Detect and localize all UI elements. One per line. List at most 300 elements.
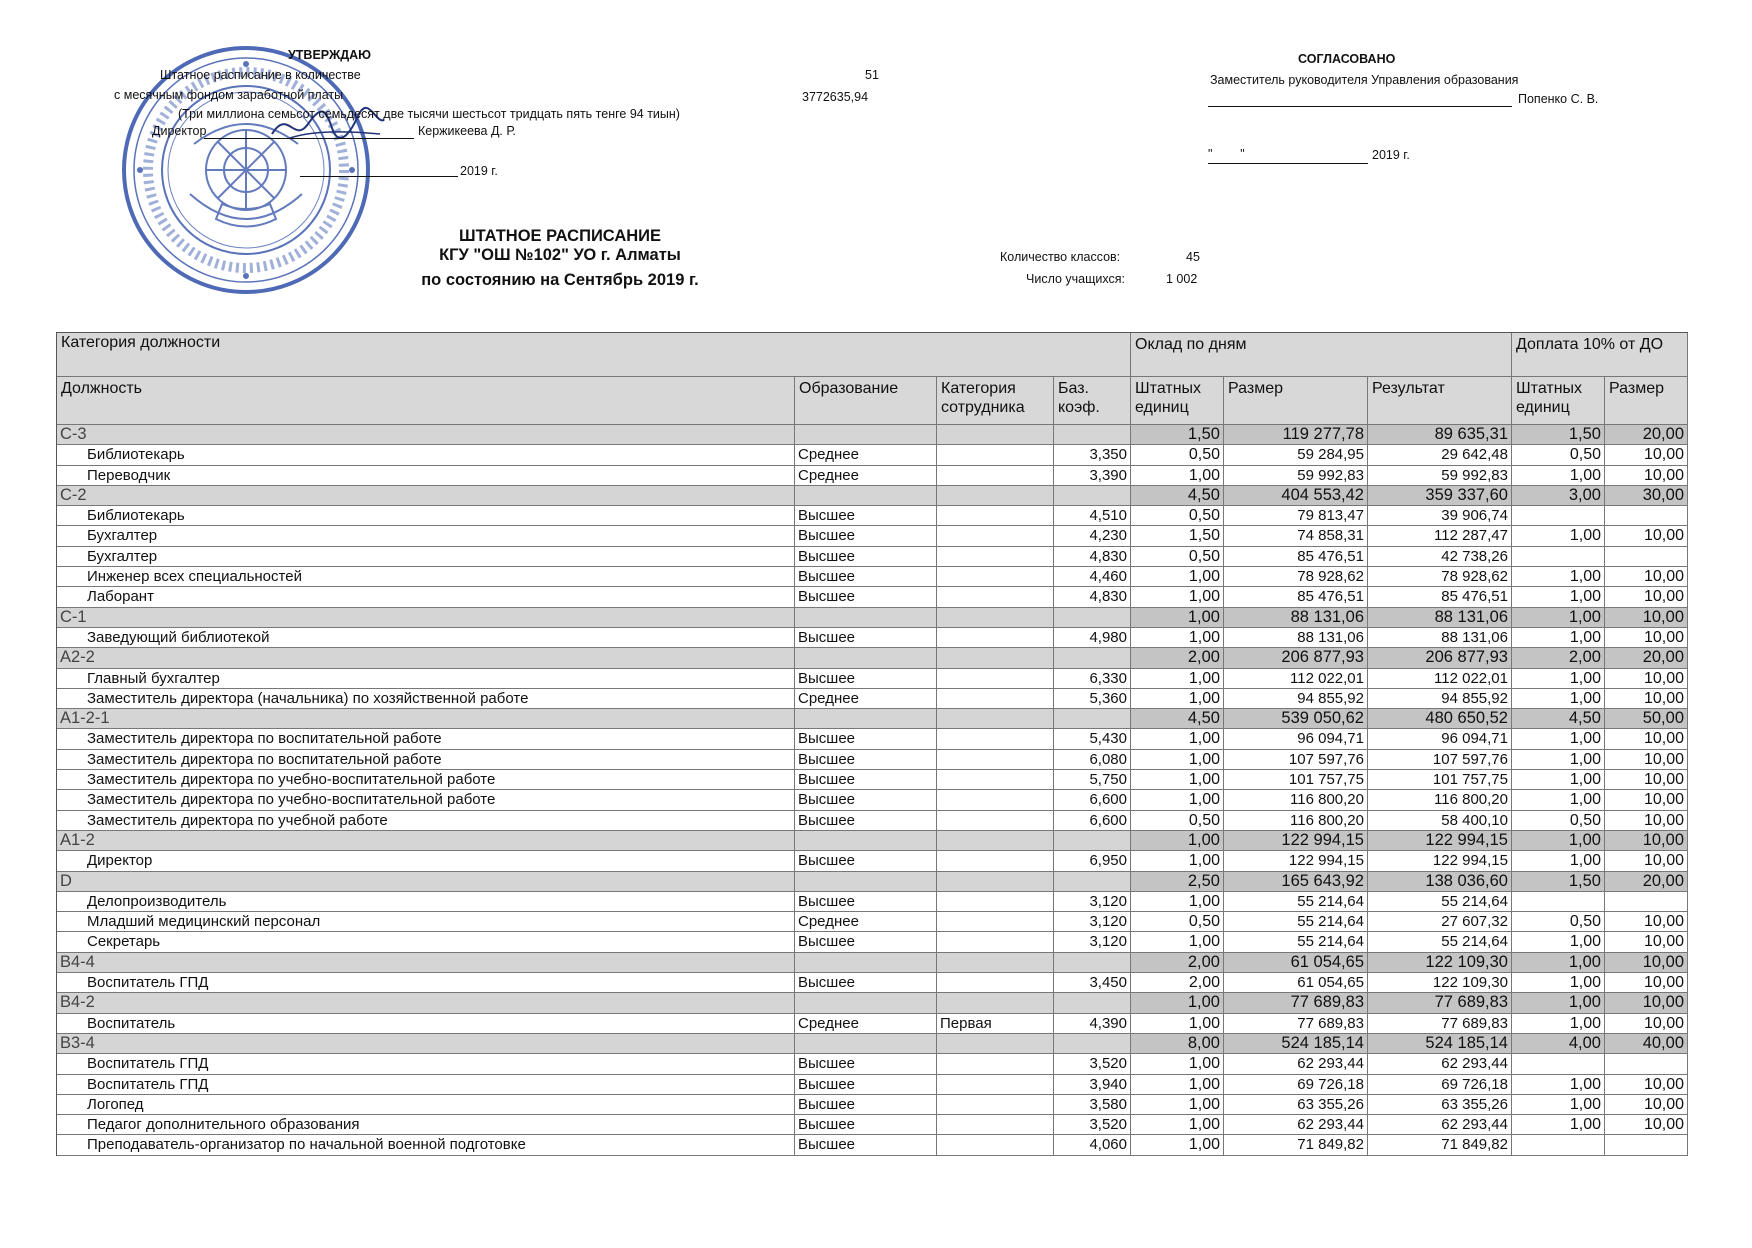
cell-staff-units-2: 1,00	[1512, 750, 1605, 770]
cell-result: 101 757,75	[1368, 770, 1512, 790]
cell-size: 119 277,78	[1224, 425, 1368, 445]
cell-size: 116 800,20	[1224, 790, 1368, 810]
cell-staff-units-2: 1,00	[1512, 669, 1605, 689]
header-employee-category: Категория сотрудника	[937, 377, 1054, 425]
cell-employee-category	[937, 831, 1054, 851]
cell-base-coef: 5,360	[1054, 689, 1131, 709]
table-body	[57, 425, 1688, 1156]
cell-staff-units-2: 1,00	[1512, 973, 1605, 993]
cell-education	[795, 953, 937, 973]
table-row	[57, 932, 1688, 952]
table-row	[57, 466, 1688, 486]
cell-base-coef: 4,460	[1054, 567, 1131, 587]
cell-employee-category	[937, 466, 1054, 486]
cell-education: Среднее	[795, 445, 937, 465]
cell-education: Высшее	[795, 1054, 937, 1074]
cell-base-coef: 4,510	[1054, 506, 1131, 526]
header-position: Должность	[57, 377, 795, 425]
cell-education: Высшее	[795, 750, 937, 770]
cell-size-2: 20,00	[1605, 648, 1688, 668]
agree-signature-line	[1208, 106, 1512, 107]
cell-employee-category	[937, 750, 1054, 770]
cell-staff-units-2: 1,00	[1512, 587, 1605, 607]
cell-size-2	[1605, 547, 1688, 567]
cell-position: D	[57, 872, 795, 892]
cell-staff-units-2: 1,00	[1512, 567, 1605, 587]
cell-position: Делопроизводитель	[57, 892, 795, 912]
cell-base-coef: 3,390	[1054, 466, 1131, 486]
header-education: Образование	[795, 377, 937, 425]
cell-size-2: 10,00	[1605, 770, 1688, 790]
cell-size-2: 40,00	[1605, 1034, 1688, 1054]
cell-base-coef: 5,750	[1054, 770, 1131, 790]
cell-base-coef	[1054, 709, 1131, 729]
cell-employee-category	[937, 729, 1054, 749]
cell-position: Заместитель директора по учебной работе	[57, 811, 795, 831]
cell-result: 480 650,52	[1368, 709, 1512, 729]
cell-size-2: 10,00	[1605, 993, 1688, 1013]
cell-size: 404 553,42	[1224, 486, 1368, 506]
cell-size-2: 10,00	[1605, 932, 1688, 952]
cell-employee-category	[937, 506, 1054, 526]
cell-size: 55 214,64	[1224, 932, 1368, 952]
cell-staff-units: 0,50	[1131, 811, 1224, 831]
cell-size: 88 131,06	[1224, 628, 1368, 648]
cell-staff-units: 1,00	[1131, 750, 1224, 770]
agree-date-quote: " "	[1208, 147, 1245, 161]
table-row	[57, 567, 1688, 587]
cell-position: В3-4	[57, 1034, 795, 1054]
cell-result: 62 293,44	[1368, 1115, 1512, 1135]
header-category: Категория должности	[57, 333, 1131, 377]
cell-size: 101 757,75	[1224, 770, 1368, 790]
cell-education: Среднее	[795, 912, 937, 932]
cell-result: 77 689,83	[1368, 993, 1512, 1013]
cell-employee-category: Первая	[937, 1014, 1054, 1034]
table-row	[57, 750, 1688, 770]
cell-staff-units: 1,00	[1131, 1115, 1224, 1135]
cell-staff-units: 1,00	[1131, 689, 1224, 709]
cell-staff-units-2: 1,00	[1512, 526, 1605, 546]
header-base-coef: Баз. коэф.	[1054, 377, 1131, 425]
cell-size: 77 689,83	[1224, 993, 1368, 1013]
approve-date-line	[300, 176, 458, 177]
table-row	[57, 1095, 1688, 1115]
cell-size-2: 10,00	[1605, 851, 1688, 871]
cell-staff-units: 1,00	[1131, 892, 1224, 912]
cell-position: В4-4	[57, 953, 795, 973]
cell-size-2: 10,00	[1605, 689, 1688, 709]
cell-education: Высшее	[795, 669, 937, 689]
cell-staff-units-2: 1,00	[1512, 932, 1605, 952]
table-row	[57, 628, 1688, 648]
category-group-row	[57, 709, 1688, 729]
table-header-columns	[57, 377, 1688, 425]
cell-size-2: 10,00	[1605, 608, 1688, 628]
cell-size-2: 10,00	[1605, 912, 1688, 932]
cell-position: Библиотекарь	[57, 506, 795, 526]
cell-employee-category	[937, 1034, 1054, 1054]
cell-size: 55 214,64	[1224, 892, 1368, 912]
document-title: ШТАТНОЕ РАСПИСАНИЕ	[458, 227, 662, 245]
agree-title: СОГЛАСОВАНО	[1298, 52, 1396, 66]
cell-base-coef	[1054, 993, 1131, 1013]
cell-staff-units: 0,50	[1131, 445, 1224, 465]
cell-result: 122 994,15	[1368, 831, 1512, 851]
table-row	[57, 1075, 1688, 1095]
cell-size: 55 214,64	[1224, 912, 1368, 932]
cell-result: 63 355,26	[1368, 1095, 1512, 1115]
cell-staff-units: 2,00	[1131, 973, 1224, 993]
director-signature-line	[204, 138, 414, 139]
cell-employee-category	[937, 648, 1054, 668]
cell-staff-units: 0,50	[1131, 547, 1224, 567]
cell-base-coef: 3,940	[1054, 1075, 1131, 1095]
cell-staff-units: 1,00	[1131, 851, 1224, 871]
cell-size: 122 994,15	[1224, 831, 1368, 851]
cell-staff-units: 4,50	[1131, 486, 1224, 506]
cell-employee-category	[937, 608, 1054, 628]
cell-education	[795, 486, 937, 506]
cell-size-2: 10,00	[1605, 1115, 1688, 1135]
cell-position: Заведующий библиотекой	[57, 628, 795, 648]
cell-size: 74 858,31	[1224, 526, 1368, 546]
cell-size: 63 355,26	[1224, 1095, 1368, 1115]
cell-staff-units-2: 1,00	[1512, 628, 1605, 648]
category-group-row	[57, 953, 1688, 973]
header-oklad: Оклад по дням	[1131, 333, 1512, 377]
cell-result: 58 400,10	[1368, 811, 1512, 831]
cell-position: А1-2-1	[57, 709, 795, 729]
approve-date: 2019 г.	[460, 164, 498, 178]
cell-base-coef	[1054, 608, 1131, 628]
cell-base-coef: 5,430	[1054, 729, 1131, 749]
cell-position: Библиотекарь	[57, 445, 795, 465]
cell-result: 122 109,30	[1368, 973, 1512, 993]
cell-base-coef: 3,520	[1054, 1054, 1131, 1074]
cell-staff-units-2: 1,00	[1512, 770, 1605, 790]
agree-name: Попенко С. В.	[1518, 92, 1599, 106]
cell-size-2	[1605, 1135, 1688, 1155]
cell-size: 79 813,47	[1224, 506, 1368, 526]
table-row	[57, 1135, 1688, 1155]
cell-staff-units: 2,00	[1131, 953, 1224, 973]
cell-base-coef: 3,120	[1054, 932, 1131, 952]
cell-education: Высшее	[795, 892, 937, 912]
cell-position: С-3	[57, 425, 795, 445]
category-group-row	[57, 425, 1688, 445]
cell-result: 359 337,60	[1368, 486, 1512, 506]
cell-size-2: 10,00	[1605, 790, 1688, 810]
category-group-row	[57, 648, 1688, 668]
cell-result: 55 214,64	[1368, 932, 1512, 952]
cell-position: С-1	[57, 608, 795, 628]
cell-result: 112 287,47	[1368, 526, 1512, 546]
cell-result: 88 131,06	[1368, 628, 1512, 648]
cell-employee-category	[937, 445, 1054, 465]
cell-base-coef: 3,450	[1054, 973, 1131, 993]
cell-staff-units-2: 0,50	[1512, 445, 1605, 465]
cell-result: 107 597,76	[1368, 750, 1512, 770]
cell-staff-units: 1,00	[1131, 729, 1224, 749]
cell-staff-units-2: 1,00	[1512, 1095, 1605, 1115]
cell-size-2: 30,00	[1605, 486, 1688, 506]
cell-size: 59 992,83	[1224, 466, 1368, 486]
approve-director-name: Кержикеева Д. Р.	[418, 124, 516, 138]
cell-staff-units-2: 1,00	[1512, 729, 1605, 749]
cell-position: Воспитатель ГПД	[57, 973, 795, 993]
cell-base-coef: 6,080	[1054, 750, 1131, 770]
cell-education	[795, 831, 937, 851]
cell-employee-category	[937, 932, 1054, 952]
header-staff-units-2: Штатных единиц	[1512, 377, 1605, 425]
cell-size-2: 20,00	[1605, 425, 1688, 445]
cell-result: 69 726,18	[1368, 1075, 1512, 1095]
header-doplata: Доплата 10% от ДО	[1512, 333, 1688, 377]
cell-staff-units: 2,50	[1131, 872, 1224, 892]
cell-education: Высшее	[795, 770, 937, 790]
cell-staff-units-2: 1,50	[1512, 425, 1605, 445]
cell-size-2: 10,00	[1605, 445, 1688, 465]
cell-size-2: 10,00	[1605, 466, 1688, 486]
cell-result: 71 849,82	[1368, 1135, 1512, 1155]
cell-staff-units: 1,00	[1131, 1135, 1224, 1155]
cell-size-2: 10,00	[1605, 1095, 1688, 1115]
cell-base-coef: 3,350	[1054, 445, 1131, 465]
table-row	[57, 811, 1688, 831]
cell-staff-units-2: 1,00	[1512, 608, 1605, 628]
cell-size: 107 597,76	[1224, 750, 1368, 770]
cell-employee-category	[937, 1054, 1054, 1074]
cell-position: Директор	[57, 851, 795, 871]
cell-education: Высшее	[795, 587, 937, 607]
table-header-top	[57, 333, 1688, 377]
as-of-date: по состоянию на Сентябрь 2019 г.	[421, 271, 699, 289]
cell-staff-units-2: 1,00	[1512, 689, 1605, 709]
cell-result: 524 185,14	[1368, 1034, 1512, 1054]
cell-education	[795, 1034, 937, 1054]
cell-size-2: 10,00	[1605, 973, 1688, 993]
cell-position: Заместитель директора (начальника) по хозяйственной работе	[57, 689, 795, 709]
cell-base-coef: 3,520	[1054, 1115, 1131, 1135]
cell-size-2: 10,00	[1605, 669, 1688, 689]
table-row	[57, 547, 1688, 567]
header-size: Размер	[1224, 377, 1368, 425]
cell-result: 78 928,62	[1368, 567, 1512, 587]
cell-size: 62 293,44	[1224, 1115, 1368, 1135]
cell-education: Высшее	[795, 547, 937, 567]
cell-education: Среднее	[795, 466, 937, 486]
cell-size-2: 10,00	[1605, 729, 1688, 749]
cell-staff-units-2: 4,50	[1512, 709, 1605, 729]
cell-base-coef	[1054, 831, 1131, 851]
cell-result: 88 131,06	[1368, 608, 1512, 628]
cell-staff-units: 2,00	[1131, 648, 1224, 668]
cell-staff-units: 1,00	[1131, 1054, 1224, 1074]
cell-position: Преподаватель-организатор по начальной военной подготовке	[57, 1135, 795, 1155]
cell-position: А2-2	[57, 648, 795, 668]
cell-position: А1-2	[57, 831, 795, 851]
cell-size: 96 094,71	[1224, 729, 1368, 749]
category-group-row	[57, 872, 1688, 892]
cell-education: Среднее	[795, 689, 937, 709]
cell-base-coef: 3,120	[1054, 912, 1131, 932]
cell-position: Воспитатель ГПД	[57, 1054, 795, 1074]
cell-staff-units-2: 1,00	[1512, 851, 1605, 871]
cell-staff-units: 1,00	[1131, 993, 1224, 1013]
cell-staff-units-2: 1,00	[1512, 1014, 1605, 1034]
cell-position: Заместитель директора по воспитательной работе	[57, 729, 795, 749]
cell-position: В4-2	[57, 993, 795, 1013]
cell-staff-units: 1,50	[1131, 425, 1224, 445]
cell-staff-units: 1,00	[1131, 1014, 1224, 1034]
table-row	[57, 1054, 1688, 1074]
cell-position: Бухгалтер	[57, 547, 795, 567]
cell-base-coef: 6,950	[1054, 851, 1131, 871]
cell-staff-units: 1,00	[1131, 669, 1224, 689]
classes-value: 45	[1186, 250, 1200, 264]
cell-education: Высшее	[795, 729, 937, 749]
students-value: 1 002	[1166, 272, 1198, 286]
table-row	[57, 506, 1688, 526]
cell-position: Инженер всех специальностей	[57, 567, 795, 587]
cell-staff-units-2: 0,50	[1512, 912, 1605, 932]
cell-staff-units-2: 4,00	[1512, 1034, 1605, 1054]
approve-count-label: Штатное расписание в количестве	[160, 68, 361, 82]
table-row	[57, 729, 1688, 749]
table-row	[57, 587, 1688, 607]
cell-staff-units: 1,00	[1131, 1095, 1224, 1115]
agree-position: Заместитель руководителя Управления образования	[1210, 73, 1519, 87]
cell-size: 77 689,83	[1224, 1014, 1368, 1034]
table-row	[57, 770, 1688, 790]
cell-result: 59 992,83	[1368, 466, 1512, 486]
cell-base-coef	[1054, 648, 1131, 668]
cell-staff-units-2	[1512, 547, 1605, 567]
cell-staff-units-2: 1,50	[1512, 872, 1605, 892]
cell-position: Педагог дополнительного образования	[57, 1115, 795, 1135]
cell-education: Высшее	[795, 973, 937, 993]
cell-employee-category	[937, 993, 1054, 1013]
cell-employee-category	[937, 1115, 1054, 1135]
cell-education: Высшее	[795, 1135, 937, 1155]
table-row	[57, 526, 1688, 546]
cell-staff-units: 1,00	[1131, 628, 1224, 648]
cell-education: Высшее	[795, 811, 937, 831]
agree-date: 2019 г.	[1372, 148, 1410, 162]
cell-result: 39 906,74	[1368, 506, 1512, 526]
approve-fund-label: с месячным фондом заработной платы	[114, 88, 344, 102]
cell-size: 88 131,06	[1224, 608, 1368, 628]
cell-result: 138 036,60	[1368, 872, 1512, 892]
cell-staff-units-2: 1,00	[1512, 993, 1605, 1013]
cell-employee-category	[937, 628, 1054, 648]
cell-base-coef	[1054, 1034, 1131, 1054]
cell-base-coef: 4,980	[1054, 628, 1131, 648]
cell-result: 29 642,48	[1368, 445, 1512, 465]
approve-count-value: 51	[865, 68, 879, 82]
cell-size: 85 476,51	[1224, 547, 1368, 567]
cell-size-2: 10,00	[1605, 953, 1688, 973]
cell-education	[795, 608, 937, 628]
cell-employee-category	[937, 851, 1054, 871]
cell-size: 112 022,01	[1224, 669, 1368, 689]
cell-result: 122 994,15	[1368, 851, 1512, 871]
cell-education	[795, 709, 937, 729]
cell-base-coef: 4,830	[1054, 547, 1131, 567]
cell-result: 85 476,51	[1368, 587, 1512, 607]
cell-employee-category	[937, 1075, 1054, 1095]
cell-staff-units-2: 1,00	[1512, 466, 1605, 486]
cell-position: Воспитатель ГПД	[57, 1075, 795, 1095]
cell-staff-units-2: 1,00	[1512, 1075, 1605, 1095]
cell-size-2: 50,00	[1605, 709, 1688, 729]
cell-result: 94 855,92	[1368, 689, 1512, 709]
cell-education: Высшее	[795, 628, 937, 648]
cell-employee-category	[937, 1095, 1054, 1115]
cell-employee-category	[937, 1135, 1054, 1155]
cell-size: 61 054,65	[1224, 973, 1368, 993]
cell-education: Высшее	[795, 932, 937, 952]
table-row	[57, 973, 1688, 993]
cell-size-2: 10,00	[1605, 811, 1688, 831]
cell-staff-units-2: 3,00	[1512, 486, 1605, 506]
cell-size-2: 10,00	[1605, 526, 1688, 546]
table-row	[57, 445, 1688, 465]
cell-education: Высшее	[795, 1115, 937, 1135]
header-staff-units: Штатных единиц	[1131, 377, 1224, 425]
cell-base-coef: 4,390	[1054, 1014, 1131, 1034]
cell-size-2	[1605, 892, 1688, 912]
cell-size: 61 054,65	[1224, 953, 1368, 973]
cell-staff-units-2: 0,50	[1512, 811, 1605, 831]
cell-position: Младший медицинский персонал	[57, 912, 795, 932]
table-row	[57, 669, 1688, 689]
cell-employee-category	[937, 425, 1054, 445]
cell-education: Высшее	[795, 790, 937, 810]
cell-base-coef: 4,830	[1054, 587, 1131, 607]
cell-result: 89 635,31	[1368, 425, 1512, 445]
table-row	[57, 912, 1688, 932]
category-group-row	[57, 993, 1688, 1013]
cell-employee-category	[937, 709, 1054, 729]
cell-base-coef: 4,060	[1054, 1135, 1131, 1155]
cell-result: 122 109,30	[1368, 953, 1512, 973]
cell-staff-units: 1,00	[1131, 567, 1224, 587]
cell-staff-units-2: 1,00	[1512, 831, 1605, 851]
cell-base-coef: 6,600	[1054, 790, 1131, 810]
cell-result: 27 607,32	[1368, 912, 1512, 932]
cell-size: 85 476,51	[1224, 587, 1368, 607]
cell-base-coef	[1054, 486, 1131, 506]
cell-education	[795, 648, 937, 668]
cell-position: Заместитель директора по учебно-воспитательной работе	[57, 790, 795, 810]
approve-fund-value: 3772635,94	[802, 90, 869, 104]
cell-staff-units: 1,00	[1131, 587, 1224, 607]
category-group-row	[57, 608, 1688, 628]
cell-position: Бухгалтер	[57, 526, 795, 546]
cell-result: 77 689,83	[1368, 1014, 1512, 1034]
category-group-row	[57, 1034, 1688, 1054]
cell-employee-category	[937, 547, 1054, 567]
cell-employee-category	[937, 872, 1054, 892]
cell-result: 116 800,20	[1368, 790, 1512, 810]
cell-employee-category	[937, 567, 1054, 587]
cell-education: Высшее	[795, 851, 937, 871]
table-row	[57, 892, 1688, 912]
cell-employee-category	[937, 973, 1054, 993]
table-row	[57, 851, 1688, 871]
